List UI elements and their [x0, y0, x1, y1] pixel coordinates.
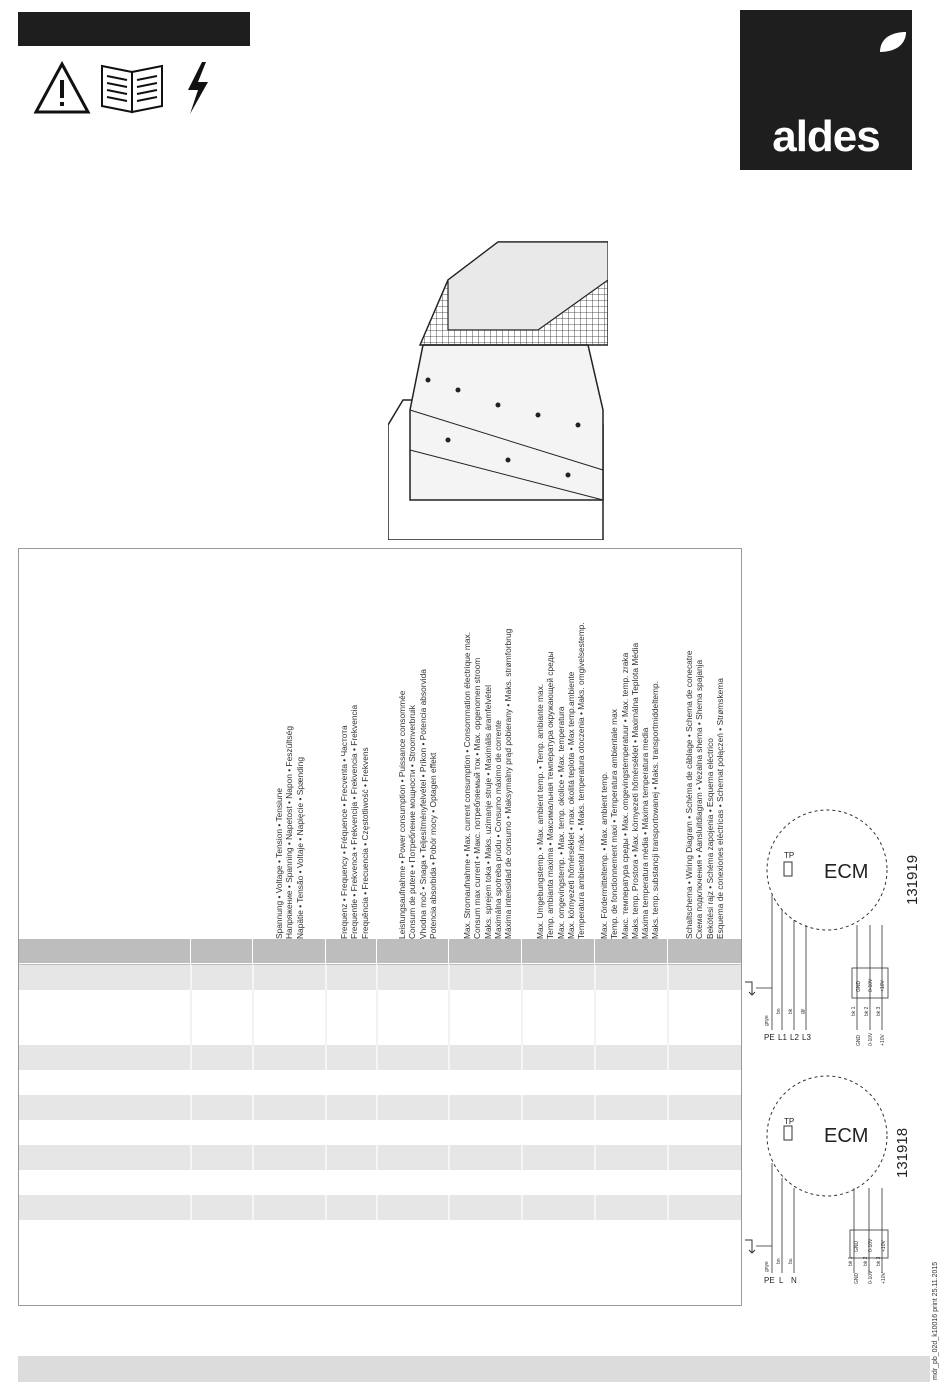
svg-text:+10V: +10V [881, 1240, 887, 1252]
header-wiring-diagram: Schaltschema • Wiring Diagram • Schéma de câblage • Schema de conecatre Схема подключения • Aansluitdiagram • Vezalna shema • Shema spajanja Bekötési rajz • Schéma zapojenia • Esquema eléctrico Esquema de conexiones eléctricas • Schemat połączeń • Strømskema [684, 650, 725, 939]
svg-text:gy: gy [800, 1008, 806, 1014]
svg-text:bk 3: bk 3 [876, 1006, 882, 1016]
svg-text:bn: bn [776, 1258, 782, 1264]
svg-text:bk 2: bk 2 [864, 1006, 870, 1016]
wiring-diagram-131919 [742, 800, 932, 1050]
header-max-current: Max. Stromaufnahme • Max. current consumption • Consommation électrique max. Consum max current • Макс. потребляемый ток • Max. opgenomen stroom Maks. sprejem toka • Maks. uzimanje struje • Maximális áramfelvétel Maximálna spotreba prúdu • Consumo máximo de corrente Máxima intensidad de consumo • Maksymalny prąd pobierany • Maks. strømforbrug [462, 628, 514, 939]
title-bar [18, 12, 250, 46]
svg-text:GND: GND [854, 1240, 860, 1252]
svg-text:bk 2: bk 2 [863, 1256, 869, 1266]
manual-book-icon [102, 66, 162, 112]
svg-text:bk: bk [788, 1008, 794, 1014]
svg-text:TP: TP [784, 1117, 795, 1126]
aldes-logo [740, 10, 912, 170]
header-max-medium-temp: Max. Fördermitteltemp. • Max. ambient temp. Temp. de fonctionnement maxi • Temperatura ambientale max Макс. температура среды • Max. omgevingstemperatuur • Max. temp. zraka Maks. temp. Prostora • Max. környezeti hőmérséklet • Maximálna Teplota Média Máxima temperatura média • Máxima temperatura media Maks. temp. substancji transportowanej • Maks. transportmiddeltemp. [599, 642, 661, 939]
svg-text:+10V: +10V [880, 1034, 886, 1046]
roof-fan-illustration [388, 240, 608, 540]
svg-text:gnye: gnye [764, 1261, 770, 1272]
motor-label: ECM [824, 861, 869, 883]
svg-text:GND: GND [854, 1272, 860, 1284]
warning-triangle-icon [36, 64, 88, 112]
svg-text:GND: GND [856, 980, 862, 992]
footer-bar [18, 1356, 930, 1382]
svg-text:0-10V: 0-10V [868, 1032, 874, 1046]
svg-text:+10V: +10V [880, 980, 886, 992]
row-grid [19, 965, 741, 1220]
logo-text: aldes [772, 112, 880, 161]
diagram-code: 131918 [894, 1127, 911, 1178]
warning-icons [32, 60, 212, 116]
wiring-diagram-131918 [742, 1068, 932, 1288]
print-code: mdr_pb_02d_k10016 print 25.11.2015 [932, 1261, 939, 1380]
svg-text:TP: TP [784, 851, 795, 860]
electric-hazard-icon [188, 62, 208, 114]
svg-text:PE: PE [764, 1033, 775, 1042]
svg-text:bn: bn [776, 1008, 782, 1014]
svg-text:bk 3: bk 3 [876, 1256, 882, 1266]
header-max-ambient-temp: Max. Umgebungstemp. • Max. ambient temp. • Temp. ambiante max. Temp. ambianta maxima • Максимальная температура окружающей среды Max. omgevingstemp. • Max. temp. okolice • Max. temperatura Max. környezeti hőmérséklet • max. okolitá teplota • Max temp.ambiente Temperatura ambiental máx. • Maks. temperatura otoczenia • Maks. omgivelsestemp. [535, 622, 587, 939]
svg-text:L: L [779, 1276, 784, 1285]
leaf-icon [878, 30, 908, 54]
svg-text:+10V: +10V [881, 1272, 887, 1284]
header-power-consumption: Leistungsaufnahme • Power consumption • Puissance consommée Consum de putere • Потребление мощности • Stroomverbruik Vhodna moč • Snaga • Teljesítményfelvétel • Príkon • Potencia absorvida Potencia absorbida • Pobór mocy • Optagen effekt [397, 669, 438, 939]
svg-text:gnye: gnye [764, 1015, 770, 1026]
svg-text:L3: L3 [802, 1033, 811, 1042]
svg-text:0-10V: 0-10V [868, 1238, 874, 1252]
svg-text:N: N [791, 1276, 797, 1285]
diagram-code: 131919 [904, 854, 921, 905]
svg-text:GND: GND [856, 1034, 862, 1046]
header-voltage: Spannung • Voltage • Tension • Tensiune Напряжение • Spanning • Napetost • Napon • Feszültség Napätie • Tensão • Voltaje • Napięcie • Spænding [274, 726, 305, 939]
svg-text:PE: PE [764, 1276, 775, 1285]
svg-text:0-10V: 0-10V [868, 978, 874, 992]
svg-text:bu: bu [788, 1258, 794, 1264]
svg-text:0-10V: 0-10V [868, 1270, 874, 1284]
svg-text:bk 1: bk 1 [848, 1256, 854, 1266]
header-frequency: Frequenz • Frequency • Fréquence • Frecventa • Частота Frequentie • Frekvenca • Frekvencija • Frekvencia • Frekvencia Frequência • Frecuencia • Częstotliwość • Frekvens [339, 704, 370, 939]
motor-label: ECM [824, 1125, 869, 1147]
svg-text:L2: L2 [790, 1033, 799, 1042]
spec-table [18, 548, 742, 1306]
svg-text:L1: L1 [778, 1033, 787, 1042]
svg-text:bk 1: bk 1 [851, 1006, 857, 1016]
